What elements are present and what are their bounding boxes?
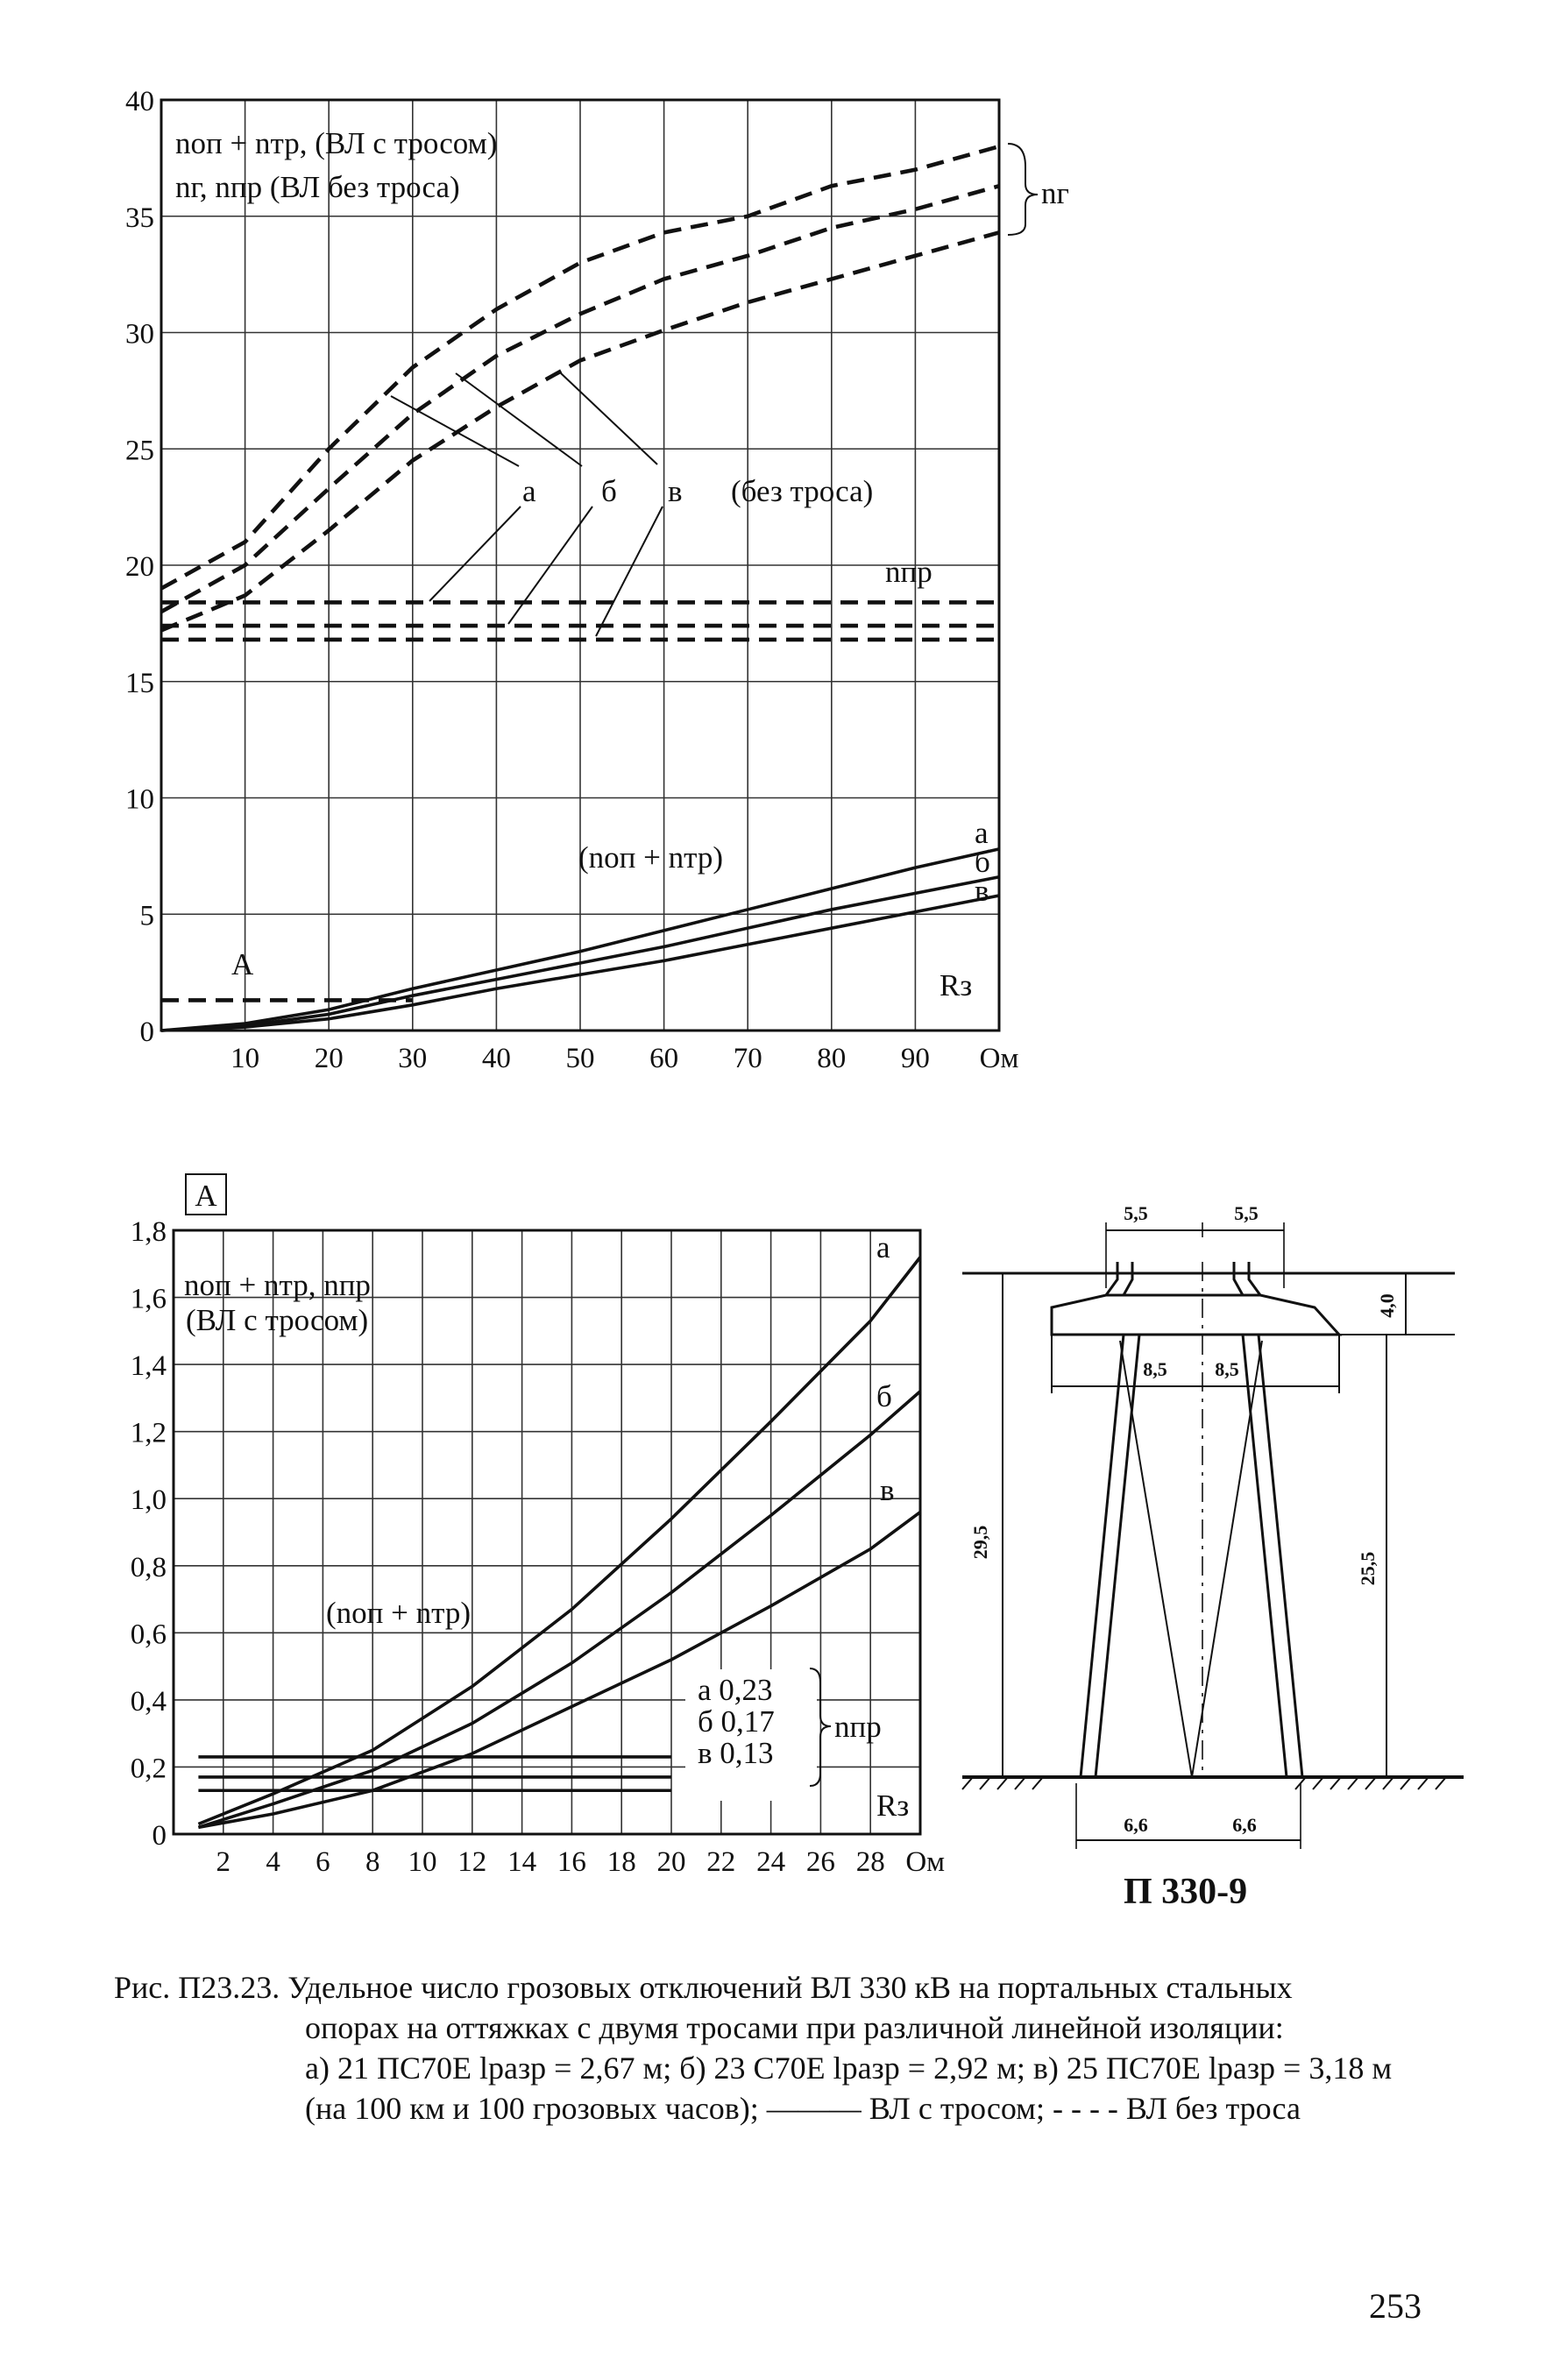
x-unit-label: Ом [979,1043,1019,1074]
y-tick-label: 0,2 [130,1753,167,1785]
label-v: в [668,474,683,508]
dim-height-total: 29,5 [969,1525,991,1560]
dim-base-right: 6,6 [1232,1814,1257,1836]
chart-title: А [195,1179,217,1213]
npr-value: б 0,17 [698,1704,775,1739]
end-label-b: б [975,845,990,879]
nop-ntr-label: (nоп + nтр) [326,1596,472,1630]
end-label-v: в [880,1473,895,1507]
x-tick-label: 4 [266,1846,280,1878]
end-label-a: а [876,1230,890,1264]
label-a: а [522,474,536,508]
y-tick-label: 0,4 [130,1685,167,1718]
tower-title: П 330-9 [1124,1872,1248,1912]
label-b: б [601,474,617,508]
y-tick-label: 15 [125,667,154,699]
x-tick-label: 90 [900,1043,930,1074]
caption-line-1: Рис. П23.23. Удельное число грозовых отключений ВЛ 330 кВ на портальных стальных [114,1970,1293,2005]
x-tick-label: 12 [457,1846,487,1878]
dim-top-left: 5,5 [1124,1202,1148,1224]
x-tick-label: 10 [408,1846,437,1878]
y-tick-label: 0,6 [130,1619,167,1651]
y-tick-label: 0 [152,1820,167,1852]
rz-label: Rз [940,968,973,1002]
page-number: 253 [1369,2286,1422,2326]
npr-value: в 0,13 [698,1736,774,1770]
x-tick-label: 14 [507,1846,537,1878]
y-tick-label: 1,0 [130,1484,167,1517]
x-tick-label: 24 [756,1846,786,1878]
caption-line-2: опорах на оттяжках с двумя тросами при различной линейной изоляции: [305,2010,1284,2045]
x-tick-label: 8 [365,1846,380,1878]
leader-line [429,506,521,601]
chart-2 [131,1174,945,1878]
rz-label: Rз [876,1789,910,1823]
y-tick-label: 35 [125,202,154,234]
x-tick-label: 70 [733,1043,762,1074]
end-label-v: в [975,874,989,908]
x-tick-label: 18 [606,1846,636,1878]
y-tick-label: 25 [125,435,154,467]
x-tick-label: 80 [817,1043,847,1074]
ng-label: nг [1041,176,1069,210]
y-tick-label: 1,4 [130,1350,167,1383]
leader-line [596,506,663,636]
x-tick-label: 30 [398,1043,428,1074]
x-tick-label: 2 [216,1846,231,1878]
x-tick-label: 28 [855,1846,885,1878]
chart-1 [125,86,1069,1074]
end-label-b: б [876,1379,892,1413]
x-tick-label: 6 [316,1846,330,1878]
legend-line-1: nоп + nтр, nпр [184,1268,371,1302]
dim-top-height: 4,0 [1376,1293,1398,1318]
y-tick-label: 10 [125,783,154,816]
y-tick-label: 40 [125,86,154,117]
legend-line-2: nг, nпр (ВЛ без троса) [175,170,460,204]
x-tick-label: 40 [481,1043,511,1074]
label-A: А [231,947,254,981]
y-tick-label: 1,2 [130,1417,167,1449]
nop-ntr-label: (nоп + nтр) [578,840,724,875]
x-tick-label: 50 [565,1043,595,1074]
y-tick-label: 0,8 [130,1551,167,1583]
y-tick-label: 1,6 [130,1283,167,1315]
x-unit-label: Ом [905,1846,946,1878]
ng-brace [1008,144,1038,235]
dim-top-right: 5,5 [1234,1202,1259,1224]
npr-value: а 0,23 [698,1673,773,1707]
y-tick-label: 0 [139,1016,154,1048]
x-tick-label: 16 [557,1846,586,1878]
y-tick-label: 20 [125,551,154,583]
y-tick-label: 5 [139,900,154,932]
leader-line [561,373,657,464]
npr-label: nпр [834,1710,882,1744]
figure-caption [114,1967,1446,2129]
y-tick-label: 1,8 [130,1216,167,1248]
end-label-a: а [975,816,989,850]
tower-dimension-labels [969,1202,1398,1836]
leader-line [456,373,582,466]
x-tick-label: 20 [314,1043,344,1074]
dim-height-leg: 25,5 [1357,1551,1379,1586]
x-tick-label: 20 [656,1846,686,1878]
dim-base-left: 6,6 [1124,1814,1148,1836]
caption-line-3: а) 21 ПС70Е lразр = 2,67 м; б) 23 С70Е lразр = 2,92 м; в) 25 ПС70Е lразр = 3,18 м [305,2051,1393,2086]
legend-line-2: (ВЛ с тросом) [186,1303,369,1337]
x-tick-label: 22 [706,1846,736,1878]
label-bez-trosa: (без троса) [731,474,874,508]
dim-cross-left: 8,5 [1143,1358,1167,1380]
y-tick-label: 30 [125,318,154,351]
caption-line-4: (на 100 км и 100 грозовых часов); ——— ВЛ с тросом; - - - - ВЛ без троса [305,2091,1301,2126]
legend-line-1: nоп + nтр, (ВЛ с тросом) [175,126,498,160]
x-tick-label: 60 [649,1043,679,1074]
npr-label: nпр [885,555,933,589]
x-tick-label: 26 [805,1846,835,1878]
dim-cross-right: 8,5 [1215,1358,1239,1380]
x-tick-label: 10 [230,1043,260,1074]
